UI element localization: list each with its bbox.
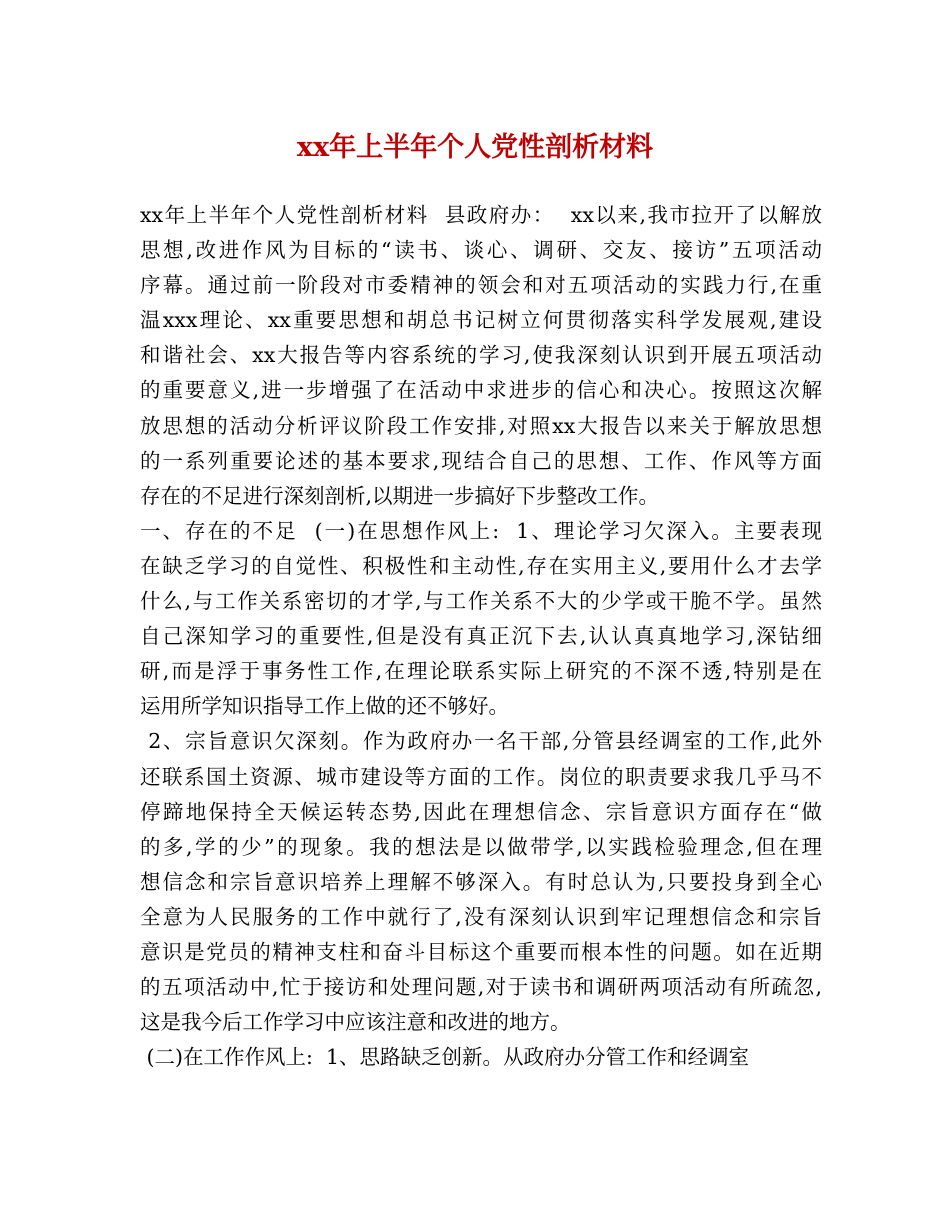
- body-line: 2、宗旨意识欠深刻。作为政府办一名干部,分管县经调室的工作,此外: [140, 729, 822, 754]
- body-line: 研,而是浮于事务性工作,在理论联系实际上研究的不深不透,特别是在: [140, 659, 822, 684]
- body-line: 想信念和宗旨意识培养上理解不够深入。有时总认为,只要投身到全心: [140, 869, 822, 894]
- body-line: 自己深知学习的重要性,但是没有真正沉下去,认认真真地学习,深钻细: [140, 624, 822, 649]
- body-line: 在缺乏学习的自觉性、积极性和主动性,存在实用主义,要用什么才去学: [140, 553, 822, 578]
- body-line: 停蹄地保持全天候运转态势,因此在理想信念、宗旨意识方面存在“做: [140, 799, 822, 824]
- body-line: 的一系列重要论述的基本要求,现结合自己的思想、工作、作风等方面: [140, 448, 822, 473]
- body-line: 存在的不足进行深刻剖析,以期进一步搞好下步整改工作。: [140, 483, 660, 508]
- body-line: 和谐社会、xx大报告等内容系统的学习,使我深刻认识到开展五项活动: [140, 343, 822, 368]
- document-title: xx年上半年个人党性剖析材料: [296, 132, 654, 163]
- document-body: [140, 198, 822, 1075]
- body-line: 全意为人民服务的工作中就行了,没有深刻认识到牢记理想信念和宗旨: [140, 904, 822, 929]
- body-line: 还联系国土资源、城市建设等方面的工作。岗位的职责要求我几乎马不: [140, 764, 822, 789]
- body-line: 的五项活动中,忙于接访和处理问题,对于读书和调研两项活动有所疏忽,: [140, 975, 822, 1000]
- body-line: 这是我今后工作学习中应该注意和改进的地方。: [140, 1010, 571, 1035]
- body-line: (二)在工作作风上: 1、思路缺乏创新。从政府办分管工作和经调室: [140, 1045, 749, 1070]
- body-line: 的多,学的少”的现象。我的想法是以做带学,以实践检验理念,但在理: [140, 834, 822, 859]
- body-line: 意识是党员的精神支柱和奋斗目标这个重要而根本性的问题。如在近期: [140, 939, 822, 964]
- body-line: 的重要意义,进一步增强了在活动中求进步的信心和决心。按照这次解: [140, 378, 822, 403]
- body-line: 思想,改进作风为目标的“读书、谈心、调研、交友、接访”五项活动: [140, 238, 822, 263]
- body-line: 放思想的活动分析评议阶段工作安排,对照xx大报告以来关于解放思想: [140, 413, 822, 438]
- body-line: 什么,与工作关系密切的才学,与工作关系不大的少学或干脆不学。虽然: [140, 589, 822, 614]
- body-line: xx年上半年个人党性剖析材料 县政府办： xx以来,我市拉开了以解放: [140, 203, 822, 227]
- body-line: 运用所学知识指导工作上做的还不够好。: [140, 694, 509, 719]
- body-line: 序幕。通过前一阶段对市委精神的领会和对五项活动的实践力行,在重: [140, 273, 822, 298]
- body-line: 一、存在的不足 (一)在思想作风上: 1、理论学习欠深入。主要表现: [140, 518, 822, 543]
- body-line: 温xxx理论、xx重要思想和胡总书记树立何贯彻落实科学发展观,建设: [140, 308, 822, 333]
